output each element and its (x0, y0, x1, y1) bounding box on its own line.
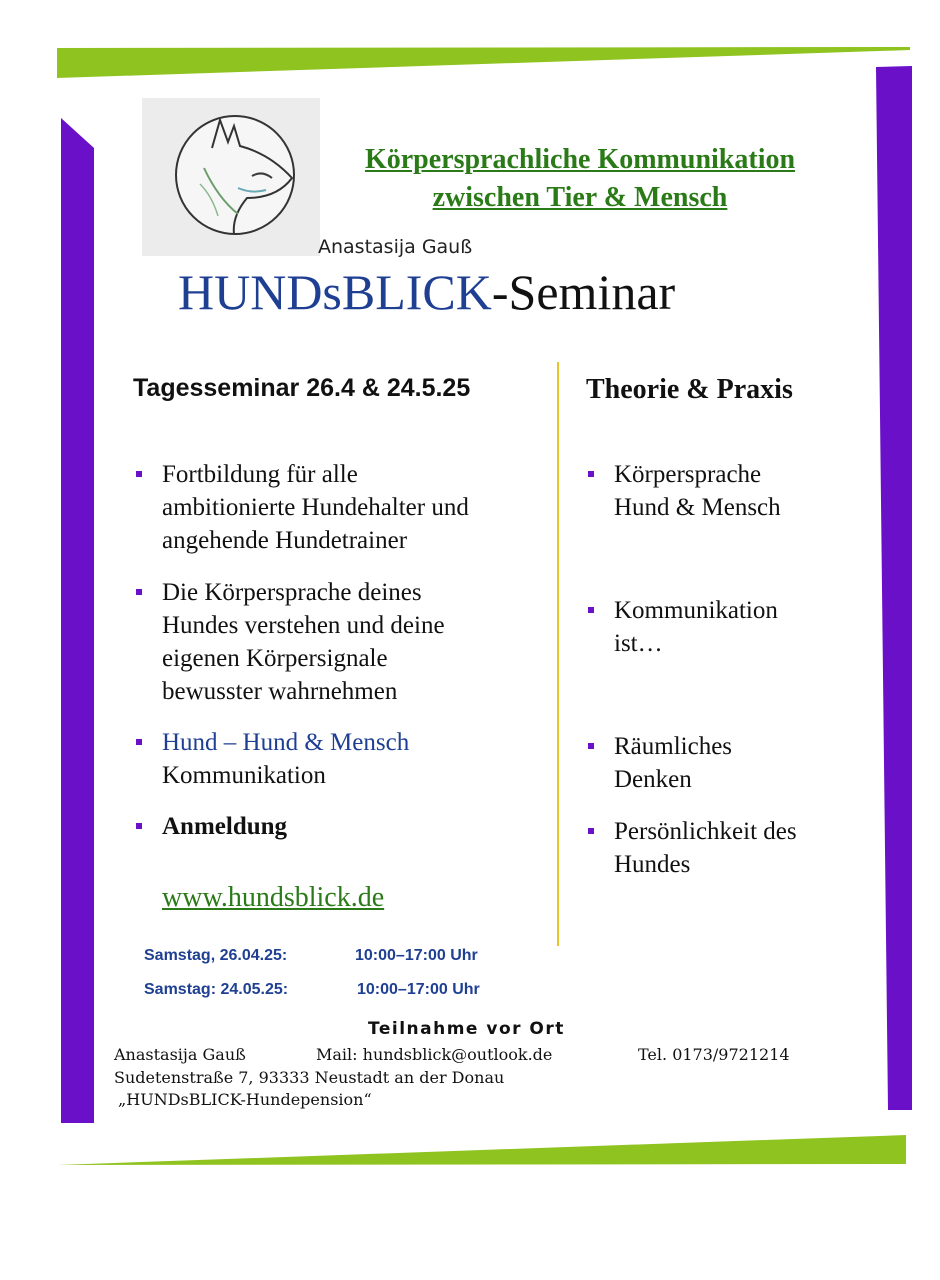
bullet-marker (588, 607, 594, 613)
right-heading: Theorie & Praxis (586, 374, 793, 405)
left-bullet-1: Fortbildung für alle ambitionierte Hundehalter und angehende Hundetrainer (162, 458, 469, 557)
right-bullet-1: Körpersprache Hund & Mensch (614, 458, 781, 524)
dog-head-icon (142, 98, 320, 256)
contact-mail: Mail: hundsblick@outlook.de (316, 1045, 553, 1064)
left-heading: Tagesseminar 26.4 & 24.5.25 (133, 374, 471, 402)
date-2-time: 10:00–17:00 Uhr (357, 981, 480, 998)
bullet-marker (136, 589, 142, 595)
bullet-marker (136, 823, 142, 829)
title-rest: -Seminar (491, 264, 676, 320)
subtitle-line-2: zwischen Tier & Mensch (432, 182, 728, 213)
bullet-marker (588, 828, 594, 834)
onsite-notice: Teilnahme vor Ort (368, 1019, 565, 1039)
logo (142, 98, 320, 256)
right-bullet-3: Räumliches Denken (614, 730, 732, 796)
left-bullet-4: Anmeldung (162, 810, 287, 843)
date-2-day: Samstag: 24.05.25: (144, 981, 289, 998)
contact-pension: „HUNDsBLICK-Hundepension“ (118, 1090, 372, 1109)
bullet-marker (588, 471, 594, 477)
bottom-green-band (58, 1135, 906, 1165)
website-link[interactable]: www.hundsblick.de (162, 882, 385, 913)
date-1-day: Samstag, 26.04.25: (144, 947, 288, 964)
contact-phone: Tel. 0173/9721214 (638, 1045, 790, 1064)
right-bullet-4: Persönlichkeit des Hundes (614, 815, 797, 881)
right-bullet-2: Kommunikation ist… (614, 594, 778, 660)
bullet-marker (136, 471, 142, 477)
bullet-marker (588, 743, 594, 749)
author-name: Anastasija Gauß (318, 236, 473, 258)
left-bullet-2: Die Körpersprache deines Hundes verstehen und deine eigenen Körpersignale bewusster wahrnehmen (162, 576, 445, 708)
left-bullet-3: Hund – Hund & Mensch Kommunikation (162, 726, 409, 792)
right-purple-band (876, 66, 912, 1110)
column-divider (557, 362, 559, 946)
contact-name: Anastasija Gauß (114, 1045, 246, 1064)
bullet-marker (136, 739, 142, 745)
page-title (178, 262, 675, 322)
subtitle-line-1: Körpersprachliche Kommunikation (364, 144, 796, 175)
date-1-time: 10:00–17:00 Uhr (355, 947, 478, 964)
top-green-band (57, 47, 910, 78)
left-purple-band (61, 118, 94, 1123)
title-brand: HUNDsBLICK (178, 264, 492, 320)
contact-address: Sudetenstraße 7, 93333 Neustadt an der Donau (114, 1068, 505, 1087)
